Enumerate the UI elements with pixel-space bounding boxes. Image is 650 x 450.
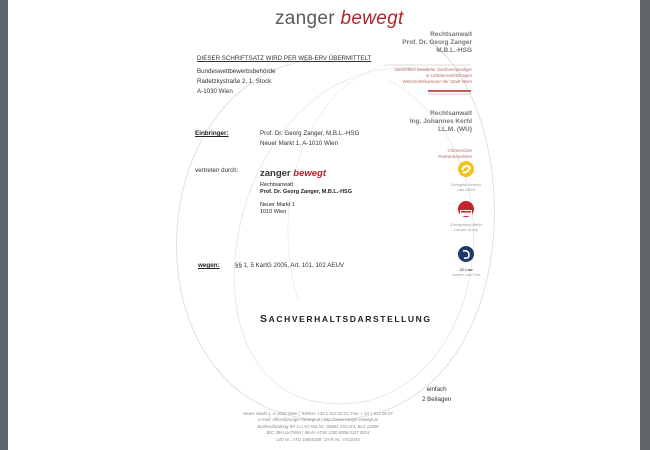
partner-1-note <box>394 67 472 85</box>
representative-details <box>260 182 352 217</box>
heading-rest: ACHVERHALTSDARSTELLUNG <box>268 314 432 324</box>
rep-logo-bewegt: bewegt <box>293 168 326 179</box>
jclaw-logo-text: JC Law <box>459 268 473 272</box>
recipient-address <box>197 67 275 97</box>
footer-line-5: UID Nr.: ATU 10665208 ¦ DVR Nr.: 0723193 <box>276 436 360 442</box>
transmission-notice: DIESER SCHRIFTSATZ WIRD PER WEB-ERV ÜBERMITTELT <box>197 55 372 62</box>
subject-label: wegen: <box>198 262 220 269</box>
footer-line-4: BIC: BKAUATWW ¦ IBAN: AT36 1200 0006 0117 0014 <box>266 430 370 436</box>
network-label-line-1: Chinesische <box>447 148 472 153</box>
recipient-line-3: A-1030 Wien <box>197 87 233 95</box>
rep-title: Rechtsanwalt <box>260 182 294 188</box>
note-line-2: in Urheberrechtsfragen <box>425 73 472 79</box>
attachments-count: 2 Beilagen <box>422 395 452 403</box>
rep-address-1: Neuer Markt 1 <box>260 201 295 208</box>
heading-initial: S <box>260 313 269 325</box>
representative-label: vertreten durch: <box>195 167 239 174</box>
note-line-1: Gerichtlich beeideter Sachverständiger <box>394 67 472 72</box>
partner-1-degree: M.B.L.-HSG <box>436 47 472 55</box>
footer-line-2: e-mail: office@zanger-bewegt.at ¦ http://www.zanger-bewegt.at <box>258 417 378 423</box>
footer-line-3: Bankverbindung BA-CA AG Kto.Nr.: 00601 170 014, BLZ 12000 <box>257 423 379 429</box>
attachments-copies: einfach <box>426 386 447 393</box>
firm-partner-1 <box>402 31 472 55</box>
filer-label: Einbringer: <box>195 130 229 137</box>
partner-2-degree: LL.M. (WU) <box>438 126 472 134</box>
partner-1-title: Rechtsanwalt <box>430 31 472 38</box>
header-logo <box>275 8 404 30</box>
note-line-3: Wirtschaftskammer der Stadt Wien <box>402 79 472 85</box>
decorative-swirl <box>8 0 640 450</box>
zhongchang-caption-1: Zhongchang Beilin <box>450 223 482 227</box>
partner-2-name: Ing. Johannes Kerhl <box>409 118 472 126</box>
attachments <box>422 385 451 405</box>
logo-text-bewegt: bewegt <box>340 8 404 29</box>
recipient-line-1: Bundeswettbewerbsbehörde <box>197 68 276 75</box>
kerrwin-caption-1: Shanghai Kerrwin <box>451 183 481 187</box>
rep-address-2: 1010 Wien <box>260 209 287 216</box>
partner-1-name: Prof. Dr. Georg Zanger <box>402 39 472 47</box>
filer-name: Prof. Dr. Georg Zanger, M.B.L.-HSG <box>260 130 360 137</box>
network-label-line-2: Partnerkanzleien <box>438 154 472 160</box>
kerrwin-caption-2: Law Office <box>457 187 475 192</box>
partner-logo-kerrwin <box>446 160 486 193</box>
logo-text-zanger: zanger <box>275 8 335 29</box>
document-page <box>8 0 640 450</box>
representative-logo <box>260 168 326 179</box>
kerrwin-logo-icon <box>457 160 475 178</box>
rep-name: Prof. Dr. Georg Zanger, M.B.L.-HSG <box>260 189 352 196</box>
filer-address: Neuer Markt 1, A-1010 Wien <box>260 139 339 147</box>
partner-network-label <box>438 148 472 160</box>
jclaw-logo-icon <box>457 245 475 263</box>
jclaw-caption: Justice Law Firm <box>451 272 481 277</box>
firm-partner-2 <box>410 110 472 134</box>
zhongchang-logo-icon <box>456 200 476 218</box>
recipient-line-2: Radetzkystraße 2, 1. Stock <box>197 77 272 85</box>
document-heading <box>260 313 432 325</box>
filer-details <box>260 129 359 149</box>
partner-logo-jclaw <box>446 245 486 278</box>
partner-logo-zhongchang <box>446 200 486 233</box>
partner-2-title: Rechtsanwalt <box>430 110 472 117</box>
letterhead-footer <box>208 411 428 443</box>
footer-line-1: Neuer Markt 1, A-1010 Wien ¦ Telefon: +43 1 513 02 22, Fax: + 43 1 513 98 07 <box>243 411 393 416</box>
rep-logo-zanger: zanger <box>260 168 291 179</box>
subject-text: §§ 1, 5 KartG 2005, Art. 101, 102 AEUV <box>235 262 345 269</box>
zhongchang-caption-2: Lawyer Group <box>454 227 478 232</box>
